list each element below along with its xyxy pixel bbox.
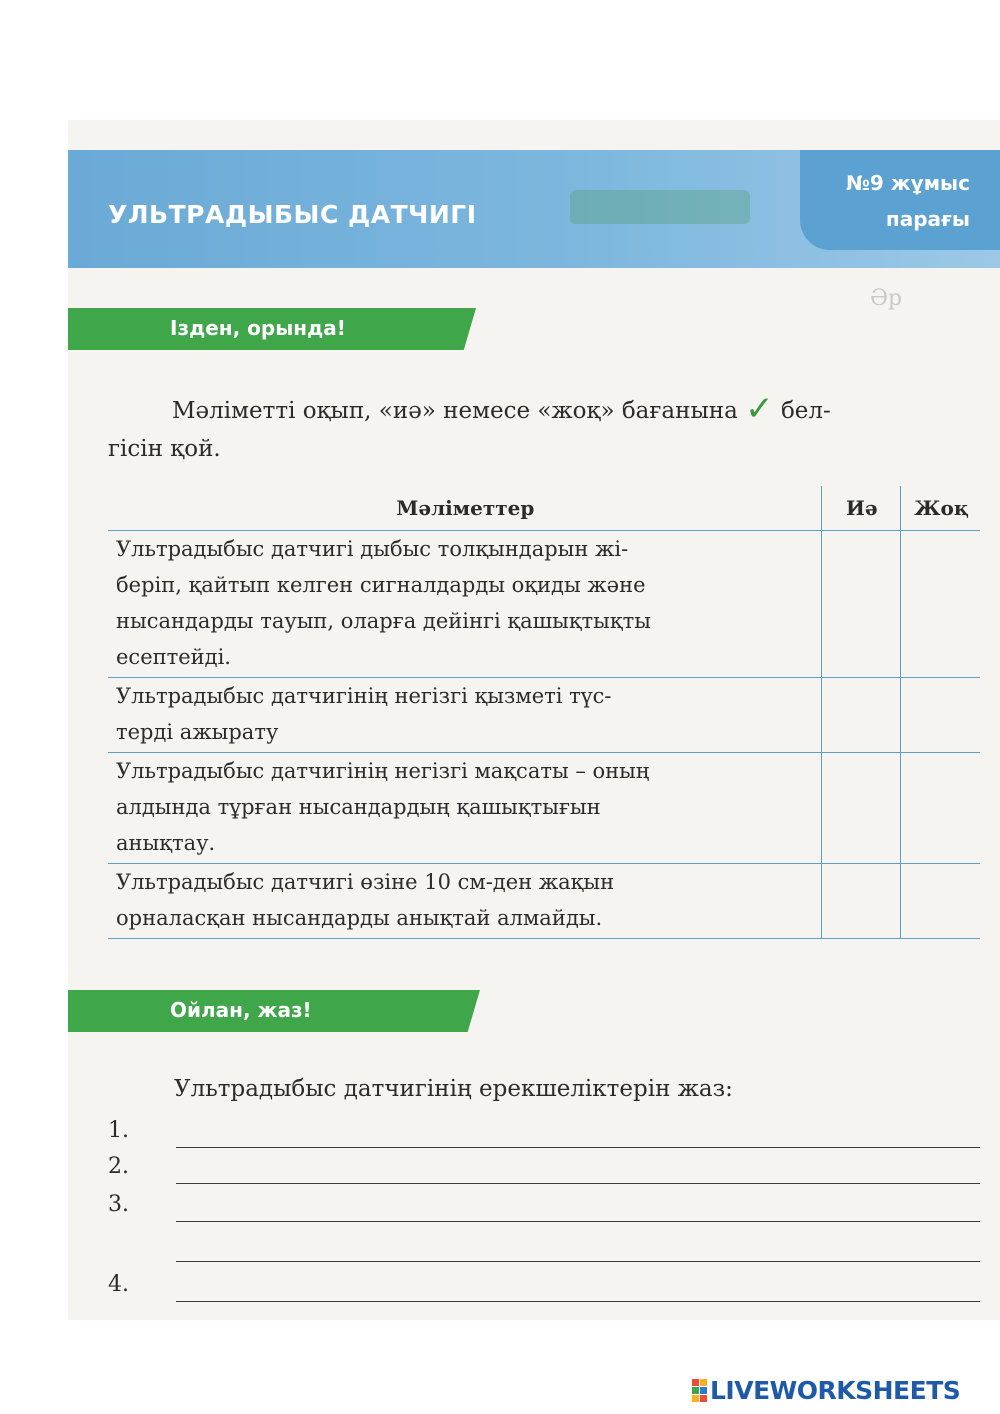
- checkmark-icon: ✓: [745, 389, 774, 429]
- answer-row-3: [108, 1192, 980, 1222]
- fact-line: алдында тұрған нысандардың қашықтығын: [116, 795, 601, 819]
- answer-input-4[interactable]: [176, 1275, 980, 1302]
- instruction-text-mid: бел-: [780, 398, 831, 424]
- fact-line: нысандарды тауып, оларға дейінгі қашықтықты: [116, 609, 651, 633]
- answer-input-3[interactable]: [176, 1195, 980, 1222]
- logo-text: LIVEWORKSHEETS: [710, 1375, 961, 1405]
- logo-square: [700, 1395, 707, 1402]
- header-yes: Иә: [821, 486, 900, 531]
- header-no: Жоқ: [901, 486, 980, 531]
- section-search-label: Ізден, орында!: [170, 316, 346, 340]
- worksheet-title: УЛЬТРАДЫБЫС ДАТЧИГІ: [108, 200, 477, 229]
- logo-square: [692, 1387, 699, 1394]
- fact-text-1: [108, 531, 821, 678]
- fact-line: Ультрадыбыс датчигінің негізгі мақсаты – оның: [116, 759, 650, 783]
- answer-input-1[interactable]: [176, 1121, 980, 1148]
- header-info: Мәліметтер: [108, 486, 821, 531]
- logo-square: [692, 1395, 699, 1402]
- worksheet-number-label: [800, 165, 970, 237]
- answer-cell-no-2[interactable]: [901, 678, 980, 753]
- fact-line: есептейді.: [116, 645, 231, 669]
- section1-instruction: [108, 389, 988, 468]
- logo-square: [700, 1387, 707, 1394]
- section2-instruction: Ультрадыбыс датчигінің ерекшеліктерін жаз:: [174, 1076, 733, 1102]
- fact-line: Ультрадыбыс датчигінің негізгі қызметі түс-: [116, 684, 612, 708]
- instruction-text-start: Мәліметті оқып, «иә» немесе «жоқ» бағанына: [172, 398, 738, 424]
- answer-number: 3.: [108, 1192, 129, 1217]
- table-row: [108, 753, 980, 864]
- answer-cell-no-3[interactable]: [901, 753, 980, 864]
- table-row: [108, 864, 980, 939]
- answer-row-2: [108, 1154, 980, 1184]
- fact-line: терді ажырату: [116, 720, 279, 744]
- fact-text-3: [108, 753, 821, 864]
- answer-cell-yes-2[interactable]: [821, 678, 900, 753]
- instruction-text-end: гісін қой.: [108, 436, 221, 462]
- fact-line: орналасқан нысандарды анықтай алмайды.: [116, 906, 603, 930]
- banner-decoration: [570, 190, 750, 224]
- answer-cell-yes-3[interactable]: [821, 753, 900, 864]
- logo-square: [692, 1379, 699, 1386]
- worksheet-number-line1: №9 жұмыс: [845, 171, 970, 195]
- answer-input-2[interactable]: [176, 1157, 980, 1184]
- fact-line: анықтау.: [116, 831, 216, 855]
- table-header-row: [108, 486, 980, 531]
- show-through-text: Әр: [870, 286, 903, 311]
- answer-row-1: [108, 1118, 980, 1148]
- fact-text-4: [108, 864, 821, 939]
- fact-line: Ультрадыбыс датчигі өзіне 10 см-ден жақын: [116, 870, 615, 894]
- answer-row-extra: [108, 1232, 980, 1262]
- liveworksheets-logo[interactable]: [692, 1374, 960, 1406]
- answer-number: 1.: [108, 1118, 129, 1143]
- fact-line: Ультрадыбыс датчигі дыбыс толқындарын жі-: [116, 537, 629, 561]
- answer-number: 2.: [108, 1154, 129, 1179]
- answer-number: 4.: [108, 1272, 129, 1297]
- answer-cell-no-1[interactable]: [901, 531, 980, 678]
- table-row: [108, 678, 980, 753]
- logo-grid-icon: [692, 1379, 707, 1402]
- answer-cell-yes-1[interactable]: [821, 531, 900, 678]
- section-write-label: Ойлан, жаз!: [170, 998, 312, 1022]
- table-row: [108, 531, 980, 678]
- answer-input-extra[interactable]: [176, 1235, 980, 1262]
- fact-line: беріп, қайтып келген сигналдарды оқиды және: [116, 573, 646, 597]
- worksheet-number-line2: парағы: [885, 207, 970, 231]
- facts-table: [108, 486, 980, 939]
- answer-cell-no-4[interactable]: [901, 864, 980, 939]
- fact-text-2: [108, 678, 821, 753]
- answer-cell-yes-4[interactable]: [821, 864, 900, 939]
- answer-row-4: [108, 1272, 980, 1302]
- logo-square: [700, 1379, 707, 1386]
